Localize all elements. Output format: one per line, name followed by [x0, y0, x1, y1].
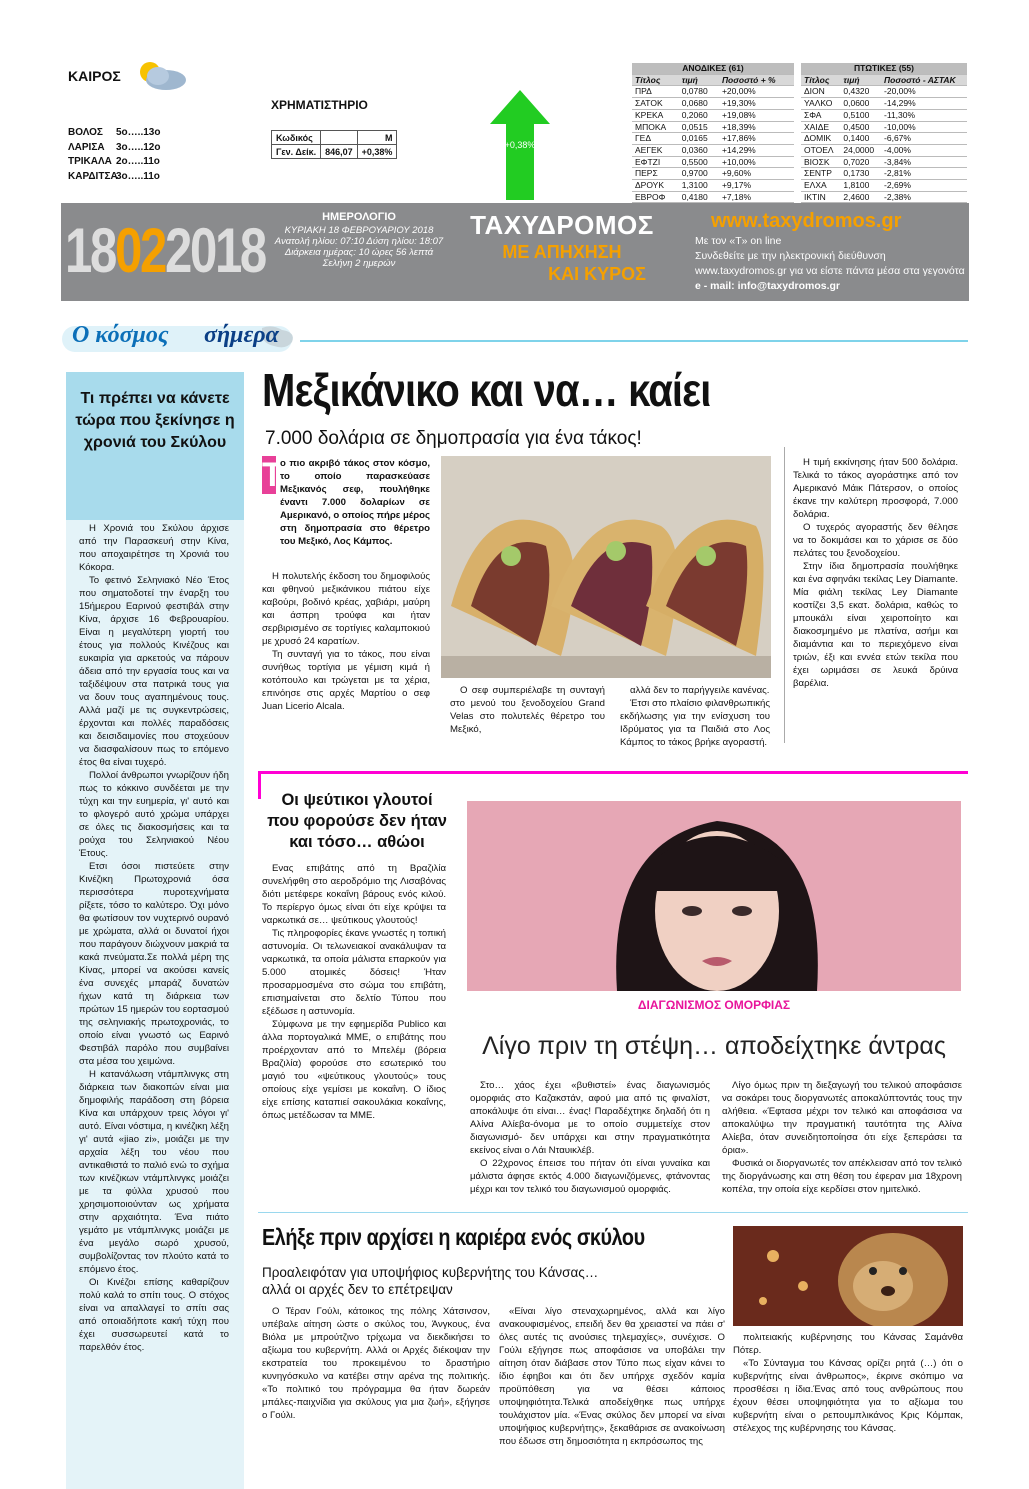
- newspaper-brand: [448, 210, 676, 300]
- section-rule: [300, 340, 968, 342]
- story1-lead: ο πιο ακριβό τάκος στον κόσμο, το οποίο παρασκεύασε Μεξικανός σεφ, πουλήθηκε έναντι 7.000 δολαρίων σε Αμερικανό, ο οποίος πήρε μέρος στη δημοπρασία στο θέρετρο του Μεξικό, Λος Κάμπος.: [280, 458, 430, 547]
- gainers-table: ΑΝΟΔΙΚΕΣ (61) Τίτλος τιμή Ποσοστό + % ΠΡΔ 0,0780 +20,00% ΣΑΤΟΚ 0,0680 +19,30% ΚΡΕΚΑ 0,2060 +19,08% ΜΠΟΚΑ 0,0515 +18,39% ΓΕΔ 0,0165 +17,86% ΑΕΓΕΚ 0,0360 +14,29% ΕΦΤΖΙ 0,5500 +10,00% ΠΕΡΣ 0,9700 +9,60% ΔΡΟΥΚ 1,3100 +9,17% ΕΒΡΟΦ 0,4180 +7,18%: [632, 63, 794, 203]
- losers-table: ΠΤΩΤΙΚΕΣ (55) Τίτλος τιμή Ποσοστό - ΑΣΤΑΚ ΔΙΟΝ 0,4320 -20,00% ΥΑΛΚΟ 0,0600 -14,29% ΣΦΑ 0,5100 -11,30% ΧΑΙΔΕ 0,4500 -10,00% ΔΟΜΙΚ 0,1400 -6,67% ΟΤΟΕΛ 24,0000 -4,00% ΒΙΟΣΚ 0,7020 -3,84% ΣΕΝΤΡ 0,1730 -2,81% ΕΛΧΑ 1,8100 -2,69% ΙΚΤΙΝ 2,4600 -2,38%: [801, 63, 967, 203]
- drop-cap: Τ: [262, 456, 283, 494]
- arrow-label: +0,38%: [504, 140, 536, 150]
- story4-column-2: «Είναι λίγο στεναχωρημένος, αλλά και λίγο ανακουφισμένος, επειδή δεν θα χρειαστεί να πάει σ' όλες αυτές τις ανούσιες τηλεμαχίες», συνέχισε. Ο Γούλι εξήγησε πως αποφάσισε να υποβάλει την αίτηση όταν διάβασε στον Τύπο πως είχαν κάνει το ίδιο έφηβοι και ότι δεν υπήρχε σχεδόν καμία προϋπόθεση για να θέσει κάποιος υποψηφιότητα.Τελικά αποδείχθηκε πως υπήρχε τουλάχιστον μία. «Ένας σκύλος δεν μπορεί να είναι υποψήφιος κυβερνήτης», ξεκαθάρισε σε ανακοίνωση που έδωσε στη δημοσιότητα η εκπρόσωπος της: [499, 1306, 725, 1447]
- table-row: ΧΑΙΔΕ 0,4500 -10,00%: [801, 121, 967, 133]
- website-link[interactable]: www.taxydromos.gr: [711, 210, 902, 232]
- story1-caption-col: Ο σεφ συμπεριέλαβε τη συνταγή στο μενού του ξενοδοχείου Grand Velas στο πολυτελές θέρετρο του Μεξικό,: [450, 685, 605, 735]
- section-divider: [258, 771, 968, 774]
- story4-column-1: Ο Τέραν Γούλι, κάτοικος της πόλης Χάτσινσον, υπέβαλε αίτηση ώστε ο σκύλος του, Άνγκους, ένα Βιόλα με μπρούτζινο τρίχωμα να διεκδικήσει το αξίωμα του κυβερνήτη. Αλλά οι Αρχές διέκοψαν την εκστρατεία του προκειμένου το δραστήριο κυνηγόσκυλο να κατέβει στην αρένα της πολιτικής. «Το πολιτικό του πρόγραμμα θα ήταν δωρεάν μπάλες-παιχνίδια για σκύλους για μια ζωή», εξήγησε ο Γούλι.: [262, 1306, 490, 1421]
- issue-date: 18022018: [65, 216, 265, 286]
- weather-list: [68, 126, 160, 184]
- story1-column-1: Η πολυτελής έκδοση του δημοφιλούς και φθηνού μεξικάνικου πιάτου είχε καβούρι, βοδινό κρέας, χαβιάρι, μαύρη και άσπρη τρούφα και ήταν σερβιρισμένο σε τορτίγιες καλαμποκιού με χρυσό 24 καρατίων. Τη συνταγή για το τάκος, που είναι συνήθως τορτίγια με γέμιση κιμά ή κοτόπουλο και τρώγεται με τα χέρια, επινόησε στις αρχές Μαρτίου ο σεφ Juan Licerio Alcala.: [262, 571, 430, 712]
- table-row: ΜΠΟΚΑ 0,0515 +18,39%: [632, 121, 794, 133]
- story1-subtitle: 7.000 δολάρια σε δημοπρασία για ένα τάκος!: [265, 428, 642, 449]
- sidebar-headline: Τι πρέπει να κάνετε τώρα που ξεκίνησε η χρονιά του Σκύλου: [75, 390, 235, 451]
- table-row: ΥΑΛΚΟ 0,0600 -14,29%: [801, 98, 967, 110]
- column-divider: [784, 447, 785, 743]
- section-header: Ο κόσμος σήμερα: [62, 322, 327, 354]
- section-divider-2: [258, 1212, 968, 1213]
- story3-headline: Λίγο πριν τη στέψη… αποδείχτηκε άντρας: [482, 1032, 946, 1060]
- table-row: ΑΕΓΕΚ 0,0360 +14,29%: [632, 144, 794, 156]
- story2-body: Ενας επιβάτης από τη Βραζιλία συνελήφθη στο αεροδρόμιο της Λισαβόνας διότι μετέφερε κοκαΐνη βάρους ενός κιλού. Το περίεργο όμως είναι ότι είχε κρύψει τα ναρκωτικά σε… ψεύτικους γλουτούς! Τις πληροφορίες έκανε γνωστές η τοπική αστυνομία. Οι τελωνειακοί ανακάλυψαν τα ναρκωτικά, τα οποία μάλιστα επαρκούν για 5.000 ατομικές δόσεις! Ήταν προσαρμοσμένα στο σώμα του επιβάτη, επισημαίνεται στο δελτίο Τύπου που εξέδωσε η αστυνομία. Σύμφωνα με την εφημερίδα Publico και άλλα πορτογαλικά ΜΜΕ, ο επιβάτης που προέρχονταν από το Μπελέμ (βόρεια Βραζιλία) φορούσε στο εσωτερικό του μαγιό του «ψεύτικους γλουτούς» τους οποίους είχε γεμίσει με κοκαΐνη. Ο ίδιος είχε επίσης καταπιεί σακουλάκια κοκαΐνης, όπως μετέδωσαν τα ΜΜΕ.: [262, 863, 446, 1121]
- calendar-box: ΗΜΕΡΟΛΟΓΙΟ ΚΥΡΙΑΚΗ 18 ΦΕΒΡΟΥΑΡΙΟΥ 2018 Ανατολή ηλίου: 07:10 Δύση ηλίου: 18:07 Διάρκεια ημέρας: 10 ώρες 56 λεπτά Σελήνη 2 ημερών: [274, 211, 444, 269]
- table-row: ΔΙΟΝ 0,4320 -20,00%: [801, 86, 967, 98]
- table-row: ΠΕΡΣ 0,9700 +9,60%: [632, 168, 794, 180]
- table-row: ΕΦΤΖΙ 0,5500 +10,00%: [632, 156, 794, 168]
- weather-row: ΚΑΡΔΙΤΣΑ3ο…..11ο: [68, 170, 160, 182]
- table-row: ΚΡΕΚΑ 0,2060 +19,08%: [632, 109, 794, 121]
- story2-headline: Οι ψεύτικοι γλουτοί που φορούσε δεν ήταν και τόσο… αθώοι: [267, 791, 447, 851]
- table-row: ΙΚΤΙΝ 2,4600 -2,38%: [801, 191, 967, 203]
- story4-headline: Ελήξε πριν αρχίσει η καριέρα ενός σκύλου: [262, 1224, 645, 1250]
- weather-cloud-sun-icon: [132, 58, 190, 92]
- brand-name: ΤΑΧΥΔΡΟΜΟΣ: [470, 210, 654, 240]
- brand-slogan-2: ΚΑΙ ΚΥΡΟΣ: [548, 264, 646, 284]
- dog-photo: [733, 1226, 963, 1326]
- web-box: www.taxydromos.gr Με τον «Τ» on line Συνδεθείτε με την ηλεκτρονική διεύθυνση www.taxydromos.gr για να είστε πάντα μέσα στα γεγονότα e - mail: info@taxydromos.gr: [695, 210, 965, 292]
- table-row: ΣΑΤΟΚ 0,0680 +19,30%: [632, 98, 794, 110]
- story3-column-2: Λίγο όμως πριν τη διεξαγωγή του τελικού αποφάσισε να σοκάρει τους διοργανωτές αποκαλύπτοντάς τους την αλήθεια. «Έφτασα μέχρι τον τελικό και αποφάσισα να αποκαλύψω την πραγματική ταυτότητα της Αλίνα Αλίεβα, όταν συνειδητοποίησα ότι είχε ξεπεράσει τα όρια». Φυσικά οι διοργανωτές τον απέκλεισαν από τον τελικό της διοργάνωσης και στη θέση του έφεραν μια 18χρονη κοπέλα, την οποία είχε κερδίσει στον ημιτελικό.: [722, 1080, 962, 1195]
- story4-subtitle: Προαλειφόταν για υποψήφιος κυβερνήτης του Κάνσας… αλλά οι αρχές δεν το επέτρεψαν: [262, 1265, 599, 1297]
- table-row: ΣΦΑ 0,5100 -11,30%: [801, 109, 967, 121]
- story1-column-4: Η τιμή εκκίνησης ήταν 500 δολάρια. Τελικά το τάκος αγοράστηκε από τον Αμερικανό Μάικ Πάτερσον, ο οποίος έκανε την καλύτερη προσφορά, 7.000 δολάρια. Ο τυχερός αγοραστής δεν θέλησε να το δοκιμάσει και το χάρισε σε δύο πελάτες του ξενοδοχείου. Στην ίδια δημοπρασία πουλήθηκε και ένα σφηνάκι τεκίλας Ley Diamante. Μία φιάλη τεκίλας Ley Diamante κοστίζει 3,5 εκατ. δολάρια, καθώς το μπουκάλι είναι χειροποίητο και διακοσμημένο με πλατίνα, ασήμι και διαμάντια και το περιεχόμενο είναι τριών, έξι και εννέα ετών τεκίλα που έχει ωριμάσει σε λευκά δρύινα βαρέλια.: [793, 457, 958, 689]
- exchange-index-table: Κωδικός Μ Γεν. Δείκ. 846,07 +0,38%: [271, 130, 397, 159]
- weather-title: ΚΑΙΡΟΣ: [68, 68, 121, 84]
- table-row: ΒΙΟΣΚ 0,7020 -3,84%: [801, 156, 967, 168]
- tacos-photo: [441, 456, 771, 678]
- sidebar-body: Η Χρονιά του Σκύλου άρχισε από την Παρασκευή στην Κίνα, που αποχαιρέτησε τη Χρονιά του Κόκορα. Το φετινό Σεληνιακό Νέο Έτος που σηματοδοτεί την έναρξη του 15ήμερου Εαρινού φεστιβάλ στην Κίνα, άρχισε 16 Φεβρουαρίου. Είναι η μεγαλύτερη γιορτή του έτους για πολλούς Κινέζους και ευκαιρία για αρκετούς να πάρουν άδεια από την εργασία τους και να ταξιδέψουν στα πατρικά τους για να δουν τους αγαπημένους τους. Αλλά μαζί με τις συγκεντρώσεις, έρχονται και πολλές παραδόσεις και δεισιδαιμονίες που στοχεύουν να διασφαλίσουν πως το επόμενο έτος θα είναι τυχερό. Πολλοί άνθρωποι γνωρίζουν ήδη πως το κόκκινο συνδέεται με την τύχη και την ευημερία, γι' αυτό και το φλογερό αυτό χρώμα υπάρχει σε όλες τις διακοσμήσεις και τα ρούχα του Σεληνιακού Νέου Έτους. Ετσι όσοι πιστεύετε στην Κινέζικη Πρωτοχρονιά όσα περισσότερα πυροτεχνήματα ρίξετε, τόσο το καλύτερο. Όχι μόνο θα φωτίσουν τον νυχτερινό ουρανό με χρώματα, αλλά οι δυνατοί ήχοι που παράγουν διώχνουν μακριά τα κακά πνεύματα.Σε πολλά μέρη της Κίνας, μπορεί να ακούσει κανείς ένα συνεχές μπαράζ δυνατών ήχων κατά τη διάρκεια των πρώτων 15 ημερών του εορτασμού της σεληνιακής πρωτοχρονιάς, το οποίο είναι γνωστό ως Εαρινό Φεστιβάλ παρόλο που συμβαίνει στα μέσα του χειμώνα. Η κατανάλωση ντάμπλινγκς στη διάρκεια των διακοπών είναι μια δημοφιλής παράδοση στη βόρεια Κίνα και υπάρχουν τρεις λόγοι γι' αυτό. Είναι νόστιμα, η κινέζικη λέξη γι' αυτά «jiao zi», μοιάζει με την αρχαία λέξη του νέου που αντικαθιστά το παλιό ενώ το σχήμα των κινέζικων ντάμπλινγκς μοιάζει με τα φύλλα χρυσού που χρησιμοποιούνταν ως χρήματα στην αρχαιότητα. Ένα πιάτο γεμάτο με ντάμπλινγκς μοιάζει με ένα μεγάλο σωρό χρυσού, συμβολίζοντας τον πλούτο κατά το επόμενο έτος. Οι Κινέζοι επίσης καθαρίζουν πολύ καλά το σπίτι τους. Ο στόχος είναι να απαλλαγεί το σπίτι σας από οποιαδήποτε κακή τύχη που έχει συσσωρευτεί κατά το παρελθόν έτος.: [79, 523, 229, 1353]
- email-link[interactable]: e - mail: info@taxydromos.gr: [695, 280, 841, 292]
- weather-row: ΛΑΡΙΣΑ 3ο…..12ο: [68, 141, 161, 153]
- table-row: ΠΡΔ 0,0780 +20,00%: [632, 86, 794, 98]
- table-row: ΕΛΧΑ 1,8100 -2,69%: [801, 180, 967, 192]
- story1-headline: Μεξικάνικο και να… καίει: [262, 364, 711, 416]
- weather-row: ΒΟΛΟΣ 5ο…..13ο: [68, 127, 161, 138]
- section-divider-corner: [258, 771, 261, 799]
- exchange-title: ΧΡΗΜΑΤΙΣΤΗΡΙΟ: [271, 98, 368, 112]
- weather-row: ΤΡΙΚΑΛΑ 2ο…..11ο: [68, 156, 160, 167]
- story3-column-1: Στο… χάος έχει «βυθιστεί» ένας διαγωνισμός ομορφιάς στο Καζακστάν, αφού μια από τις φιναλίστ, αποκάλυψε ότι είναι… ένας! Παραδέχτηκε δηλαδή ότι η Αλίνα Αλίεβα-όνομα με το οποίο συμμετείχε στον διαγωνισμό- δεν υπάρχει και στην πραγματικότητα εκείνος είναι ο Λάι Νταυικλέβ. Ο 22χρονος έπεισε του πήταν ότι είναι γυναίκα και μάλιστα άφησε εκτός 4.000 διαγωνιζόμενες, φτάνοντας μέχρι και τον τελικό του διαγωνισμού ομορφιάς.: [470, 1080, 710, 1195]
- table-row: ΔΟΜΙΚ 0,1400 -6,67%: [801, 133, 967, 145]
- table-row: ΔΡΟΥΚ 1,3100 +9,17%: [632, 180, 794, 192]
- table-row: ΓΕΔ 0,0165 +17,86%: [632, 133, 794, 145]
- story4-column-3: πολιτειακής κυβέρνησης του Κάνσας Σαμάνθα Πότερ. «Το Σύνταγμα του Κάνσας ορίζει ρητά (…) ότι ο κυβερνήτης είναι άνθρωπος», έκρινε σκόπιμο να προσθέσει η ίδια.Ένας από τους ανθρώπους που έχουν θέσει υποψηφιότητα για το αξίωμα του κυβερνήτη είναι ο ρεπουμπλικάνος Κρις Κόμπακ, στέλεχος της κυβέρνησης του Κάνσας.: [733, 1332, 963, 1434]
- market-up-arrow-icon: [490, 90, 550, 200]
- table-row: ΣΕΝΤΡ 0,1730 -2,81%: [801, 168, 967, 180]
- beauty-contestant-photo: [467, 801, 961, 991]
- story1-column-3: αλλά δεν το παρήγγειλε κανένας. Έτσι στο πλαίσιο φιλανθρωπικής εκδήλωσης για την ενίσχυση του Ιδρύματος για τα Παιδιά στο Λος Κάμπος το τάκος βρήκε αγοραστή.: [620, 685, 770, 748]
- table-row: ΟΤΟΕΛ 24,0000 -4,00%: [801, 144, 967, 156]
- table-row: ΕΒΡΟΦ 0,4180 +7,18%: [632, 191, 794, 203]
- brand-slogan-1: ΜΕ ΑΠΗΧΗΣΗ: [502, 242, 622, 262]
- story3-kicker: ΔΙΑΓΩΝΙΣΜΟΣ ΟΜΟΡΦΙΑΣ: [637, 998, 791, 1012]
